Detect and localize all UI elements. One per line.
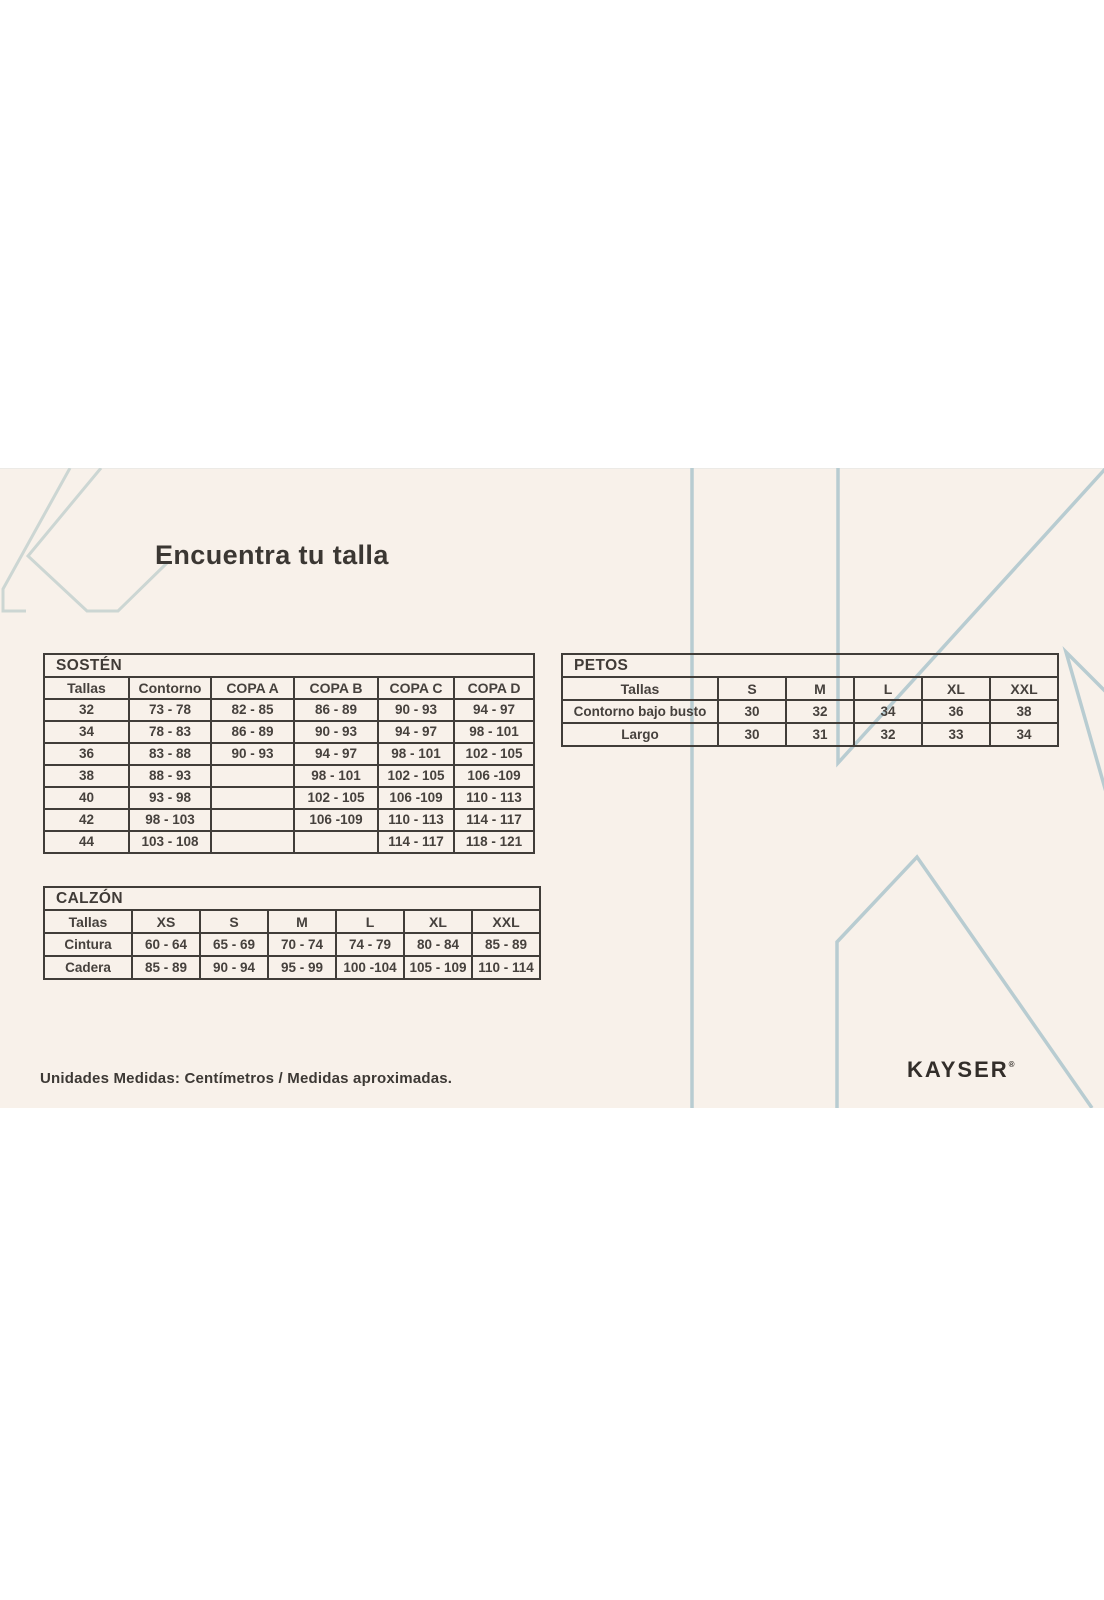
measure-cell [211, 831, 294, 853]
sosten-table-title: SOSTÉN [44, 654, 534, 677]
measure-cell: 80 - 84 [404, 933, 472, 956]
table-title-row [44, 654, 534, 677]
measure-cell: 78 - 83 [129, 721, 211, 743]
sosten-table [43, 653, 535, 854]
column-header: Tallas [44, 677, 129, 699]
measure-cell: 93 - 98 [129, 787, 211, 809]
row-label-cell: Largo [562, 723, 718, 746]
row-label-cell: Cadera [44, 956, 132, 979]
petos-table [561, 653, 1059, 747]
measure-cell: 85 - 89 [472, 933, 540, 956]
calzon-table [43, 886, 541, 980]
measure-cell: 98 - 101 [378, 743, 454, 765]
measure-cell: 94 - 97 [294, 743, 378, 765]
measure-cell [211, 765, 294, 787]
table-row [44, 699, 534, 721]
measure-cell: 94 - 97 [378, 721, 454, 743]
measure-cell [211, 809, 294, 831]
measure-cell: 36 [922, 700, 990, 723]
measure-cell: 86 - 89 [294, 699, 378, 721]
measure-cell: 34 [854, 700, 922, 723]
table-header-row [44, 910, 540, 933]
column-header: XXL [472, 910, 540, 933]
column-header: XXL [990, 677, 1058, 700]
kayser-logo-text: KAYSER [907, 1057, 1009, 1082]
column-header: L [336, 910, 404, 933]
table-title-row [44, 887, 540, 910]
table-row [44, 956, 540, 979]
measure-cell: 85 - 89 [132, 956, 200, 979]
table-title-row [562, 654, 1058, 677]
table-row [44, 721, 534, 743]
measure-cell: 83 - 88 [129, 743, 211, 765]
column-header: S [718, 677, 786, 700]
k-watermark-center-icon [692, 468, 1104, 1108]
measure-cell: 94 - 97 [454, 699, 534, 721]
column-header: XL [922, 677, 990, 700]
measure-cell: 110 - 113 [454, 787, 534, 809]
size-cell: 40 [44, 787, 129, 809]
kayser-logo [907, 1057, 1015, 1083]
row-label-cell: Contorno bajo busto [562, 700, 718, 723]
measure-cell: 105 - 109 [404, 956, 472, 979]
table-row [562, 700, 1058, 723]
row-label-cell: Cintura [44, 933, 132, 956]
column-header: M [268, 910, 336, 933]
column-header: COPA A [211, 677, 294, 699]
table-row [44, 787, 534, 809]
measure-cell: 90 - 94 [200, 956, 268, 979]
measure-cell: 98 - 101 [294, 765, 378, 787]
table-row [562, 723, 1058, 746]
measure-cell: 88 - 93 [129, 765, 211, 787]
column-header: L [854, 677, 922, 700]
column-header: XL [404, 910, 472, 933]
measure-cell: 90 - 93 [211, 743, 294, 765]
measure-cell: 98 - 103 [129, 809, 211, 831]
measure-cell: 38 [990, 700, 1058, 723]
column-header: COPA B [294, 677, 378, 699]
measure-cell: 95 - 99 [268, 956, 336, 979]
petos-table-title: PETOS [562, 654, 1058, 677]
measure-cell: 30 [718, 700, 786, 723]
measure-cell: 118 - 121 [454, 831, 534, 853]
units-note: Unidades Medidas: Centímetros / Medidas aproximadas. [40, 1070, 453, 1087]
calzon-table-title: CALZÓN [44, 887, 540, 910]
measure-cell: 34 [990, 723, 1058, 746]
size-cell: 42 [44, 809, 129, 831]
column-header: COPA C [378, 677, 454, 699]
column-header: Tallas [44, 910, 132, 933]
measure-cell: 90 - 93 [294, 721, 378, 743]
measure-cell: 102 - 105 [378, 765, 454, 787]
measure-cell [211, 787, 294, 809]
table-row [44, 743, 534, 765]
measure-cell: 100 -104 [336, 956, 404, 979]
measure-cell: 102 - 105 [294, 787, 378, 809]
measure-cell: 110 - 114 [472, 956, 540, 979]
measure-cell: 86 - 89 [211, 721, 294, 743]
k-watermark-right-icon [1066, 652, 1104, 799]
measure-cell: 114 - 117 [378, 831, 454, 853]
measure-cell: 110 - 113 [378, 809, 454, 831]
size-cell: 34 [44, 721, 129, 743]
measure-cell: 106 -109 [294, 809, 378, 831]
table-row [44, 809, 534, 831]
measure-cell [294, 831, 378, 853]
measure-cell: 102 - 105 [454, 743, 534, 765]
table-header-row [562, 677, 1058, 700]
measure-cell: 73 - 78 [129, 699, 211, 721]
column-header: M [786, 677, 854, 700]
table-row [44, 933, 540, 956]
column-header: XS [132, 910, 200, 933]
column-header: Tallas [562, 677, 718, 700]
size-cell: 36 [44, 743, 129, 765]
size-cell: 44 [44, 831, 129, 853]
measure-cell: 90 - 93 [378, 699, 454, 721]
table-header-row [44, 677, 534, 699]
measure-cell: 98 - 101 [454, 721, 534, 743]
measure-cell: 32 [786, 700, 854, 723]
measure-cell: 103 - 108 [129, 831, 211, 853]
table-row [44, 765, 534, 787]
measure-cell: 31 [786, 723, 854, 746]
measure-cell: 82 - 85 [211, 699, 294, 721]
measure-cell: 30 [718, 723, 786, 746]
size-cell: 32 [44, 699, 129, 721]
measure-cell: 74 - 79 [336, 933, 404, 956]
column-header: S [200, 910, 268, 933]
measure-cell: 60 - 64 [132, 933, 200, 956]
measure-cell: 106 -109 [454, 765, 534, 787]
size-cell: 38 [44, 765, 129, 787]
table-row [44, 831, 534, 853]
measure-cell: 70 - 74 [268, 933, 336, 956]
column-header: Contorno [129, 677, 211, 699]
page-title: Encuentra tu talla [155, 540, 389, 570]
measure-cell: 106 -109 [378, 787, 454, 809]
k-watermark-left-icon [3, 468, 168, 611]
measure-cell: 33 [922, 723, 990, 746]
registered-mark: ® [1008, 1060, 1015, 1069]
measure-cell: 114 - 117 [454, 809, 534, 831]
measure-cell: 32 [854, 723, 922, 746]
measure-cell: 65 - 69 [200, 933, 268, 956]
column-header: COPA D [454, 677, 534, 699]
